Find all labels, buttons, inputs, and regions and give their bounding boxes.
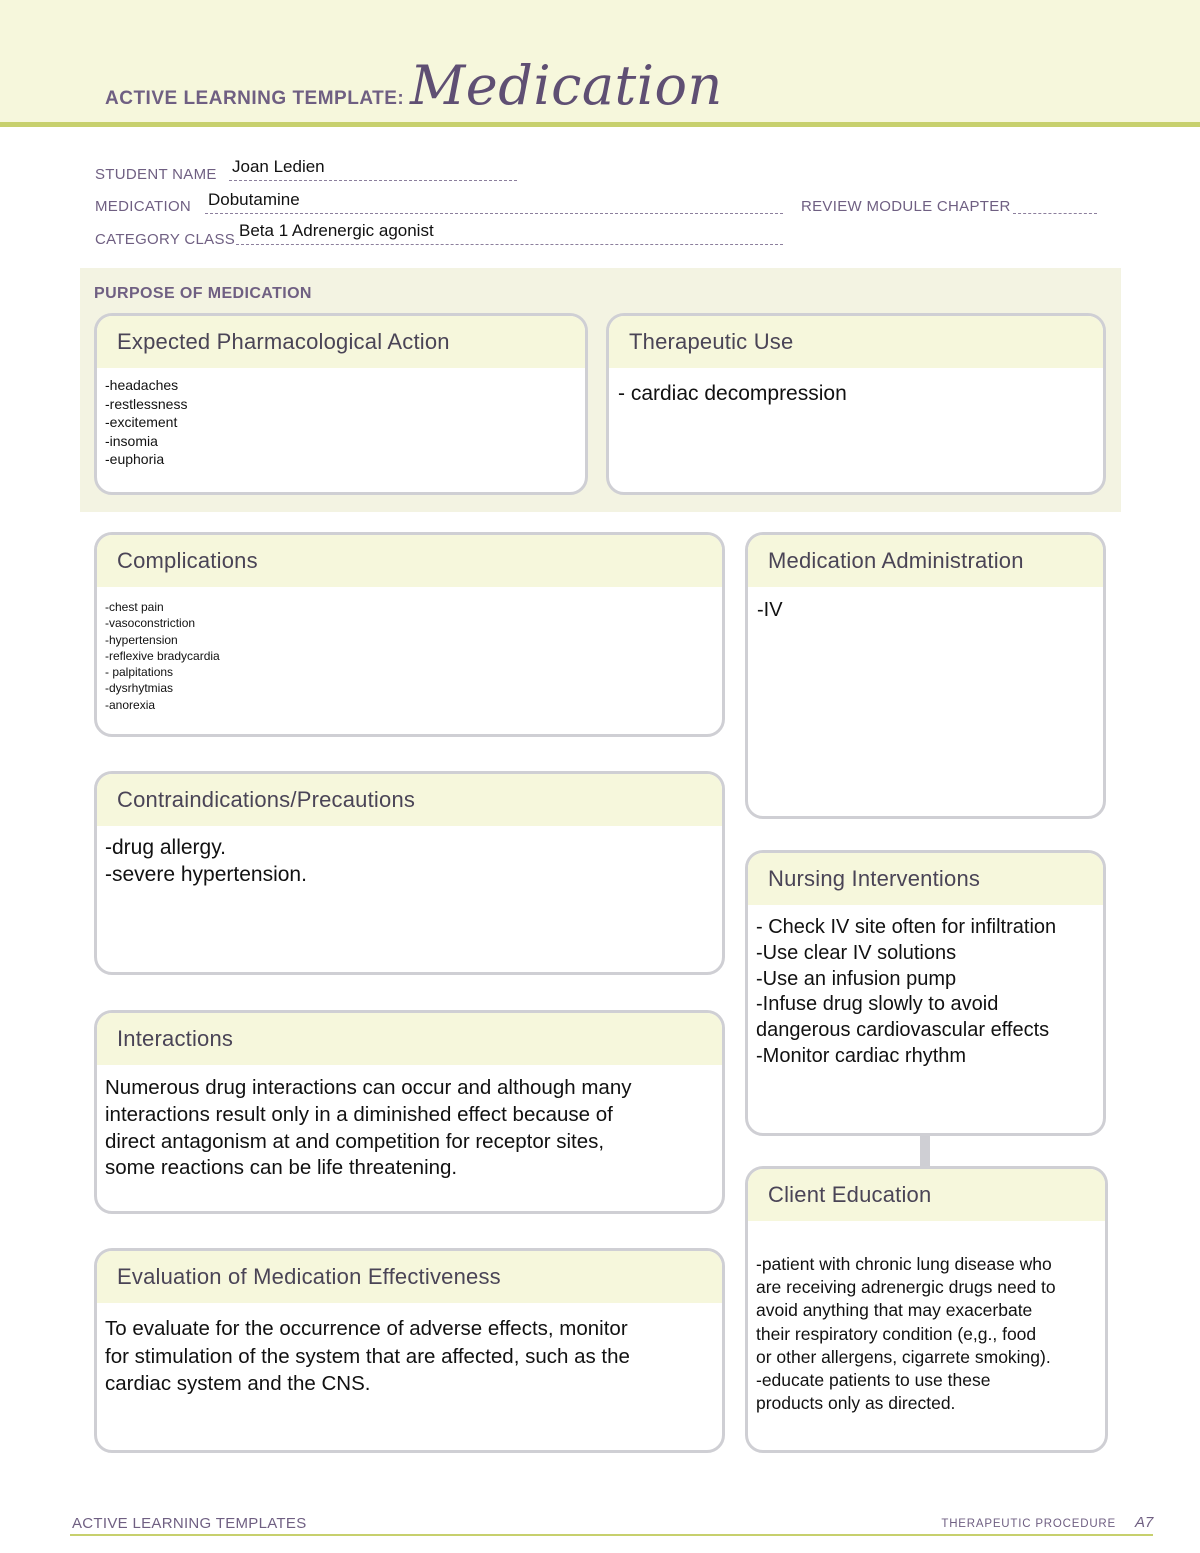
- list-item: for stimulation of the system that are affected, such as the: [105, 1344, 630, 1368]
- complications-box: [94, 532, 725, 737]
- list-item: - palpitations: [105, 665, 174, 680]
- list-item: cardiac system and the CNS.: [105, 1372, 371, 1395]
- contraindications-title: Contraindications/Precautions: [97, 774, 722, 826]
- list-item: -dysrhytmias: [105, 681, 174, 696]
- student-name-field[interactable]: Joan Ledien: [232, 157, 325, 176]
- header-rule: [0, 122, 1200, 127]
- interactions-box: [94, 1010, 725, 1214]
- category-class-line: [236, 244, 783, 245]
- list-item: interactions result only in a diminished effect because of: [105, 1102, 613, 1126]
- purpose-label: PURPOSE OF MEDICATION: [94, 285, 312, 302]
- contraindications-content[interactable]: [97, 826, 722, 888]
- list-item: are receiving adrenergic drugs need to: [756, 1277, 1056, 1298]
- list-item: -Monitor cardiac rhythm: [756, 1044, 967, 1067]
- list-item: -headaches: [105, 377, 179, 393]
- list-item: -IV: [757, 599, 783, 621]
- nursing-interventions-box: [745, 850, 1106, 1136]
- list-item: dangerous cardiovascular effects: [756, 1019, 1050, 1042]
- list-item: -severe hypertension.: [105, 863, 307, 886]
- page-title: Medication: [410, 54, 723, 117]
- footer-rule: [70, 1534, 1153, 1536]
- client-education-box: [745, 1166, 1108, 1453]
- expected-action-content[interactable]: [97, 368, 585, 469]
- category-class-field[interactable]: Beta 1 Adrenergic agonist: [239, 221, 434, 240]
- review-module-field[interactable]: [1013, 213, 1097, 214]
- medication-field[interactable]: Dobutamine: [208, 190, 300, 209]
- list-item: To evaluate for the occurrence of adverse effects, monitor: [105, 1317, 628, 1340]
- footer-left-label: ACTIVE LEARNING TEMPLATES: [72, 1515, 307, 1532]
- complications-content[interactable]: [97, 587, 722, 713]
- client-education-title: Client Education: [748, 1169, 1105, 1221]
- page-number: A7: [1135, 1514, 1154, 1531]
- student-name-label: STUDENT NAME: [95, 166, 217, 183]
- list-item: products only as directed.: [756, 1393, 956, 1414]
- therapeutic-use-title: Therapeutic Use: [609, 316, 1103, 368]
- list-item: -chest pain: [105, 600, 164, 614]
- contraindications-box: [94, 771, 725, 975]
- list-item: direct antagonism at and competition for receptor sites,: [105, 1129, 605, 1153]
- complications-title: Complications: [97, 535, 722, 587]
- list-item: their respiratory condition (e,g., food: [756, 1323, 1037, 1344]
- list-item: some reactions can be life threatening.: [105, 1156, 458, 1180]
- list-item: -euphoria: [105, 451, 165, 467]
- list-item: -drug allergy.: [105, 836, 226, 859]
- list-item: -reflexive bradycardia: [105, 648, 220, 663]
- list-item: - Check IV site often for infiltration: [756, 916, 1057, 938]
- medication-administration-title: Medication Administration: [748, 535, 1103, 587]
- review-module-label: REVIEW MODULE CHAPTER: [801, 198, 1011, 215]
- list-item: -Use clear IV solutions: [756, 941, 957, 964]
- list-item: -educate patients to use these: [756, 1370, 991, 1391]
- list-item: - cardiac decompression: [618, 382, 847, 405]
- client-education-content[interactable]: [748, 1221, 1105, 1415]
- evaluation-content[interactable]: [97, 1303, 722, 1398]
- therapeutic-use-box: [606, 313, 1106, 495]
- list-item: or other allergens, cigarrete smoking).: [756, 1346, 1051, 1367]
- list-item: -restlessness: [105, 395, 188, 412]
- expected-action-box: [94, 313, 588, 495]
- category-class-label: CATEGORY CLASS: [95, 231, 236, 248]
- medication-line: [205, 213, 783, 214]
- connector-bar: [920, 1135, 930, 1167]
- list-item: -excitement: [105, 414, 178, 430]
- evaluation-title: Evaluation of Medication Effectiveness: [97, 1251, 722, 1303]
- medication-administration-content[interactable]: [748, 587, 1103, 623]
- interactions-content[interactable]: [97, 1065, 722, 1182]
- nursing-interventions-content[interactable]: [748, 905, 1103, 1070]
- student-name-line: [229, 180, 517, 181]
- template-label: ACTIVE LEARNING TEMPLATE:: [105, 88, 405, 109]
- nursing-interventions-title: Nursing Interventions: [748, 853, 1103, 905]
- list-item: -anorexia: [105, 697, 156, 712]
- list-item: -insomia: [105, 432, 158, 449]
- interactions-title: Interactions: [97, 1013, 722, 1065]
- list-item: -hypertension: [105, 632, 178, 647]
- expected-action-title: Expected Pharmacological Action: [97, 316, 585, 368]
- list-item: -Infuse drug slowly to avoid: [756, 993, 999, 1016]
- medication-administration-box: [745, 532, 1106, 819]
- medication-label: MEDICATION: [95, 198, 192, 215]
- footer-right-label: THERAPEUTIC PROCEDURE: [941, 1518, 1116, 1530]
- list-item: -vasoconstriction: [105, 616, 196, 631]
- therapeutic-use-content[interactable]: [609, 368, 1103, 407]
- evaluation-box: [94, 1248, 725, 1453]
- list-item: avoid anything that may exacerbate: [756, 1300, 1033, 1321]
- list-item: -Use an infusion pump: [756, 967, 957, 990]
- list-item: Numerous drug interactions can occur and although many: [105, 1076, 632, 1099]
- list-item: -patient with chronic lung disease who: [756, 1254, 1052, 1274]
